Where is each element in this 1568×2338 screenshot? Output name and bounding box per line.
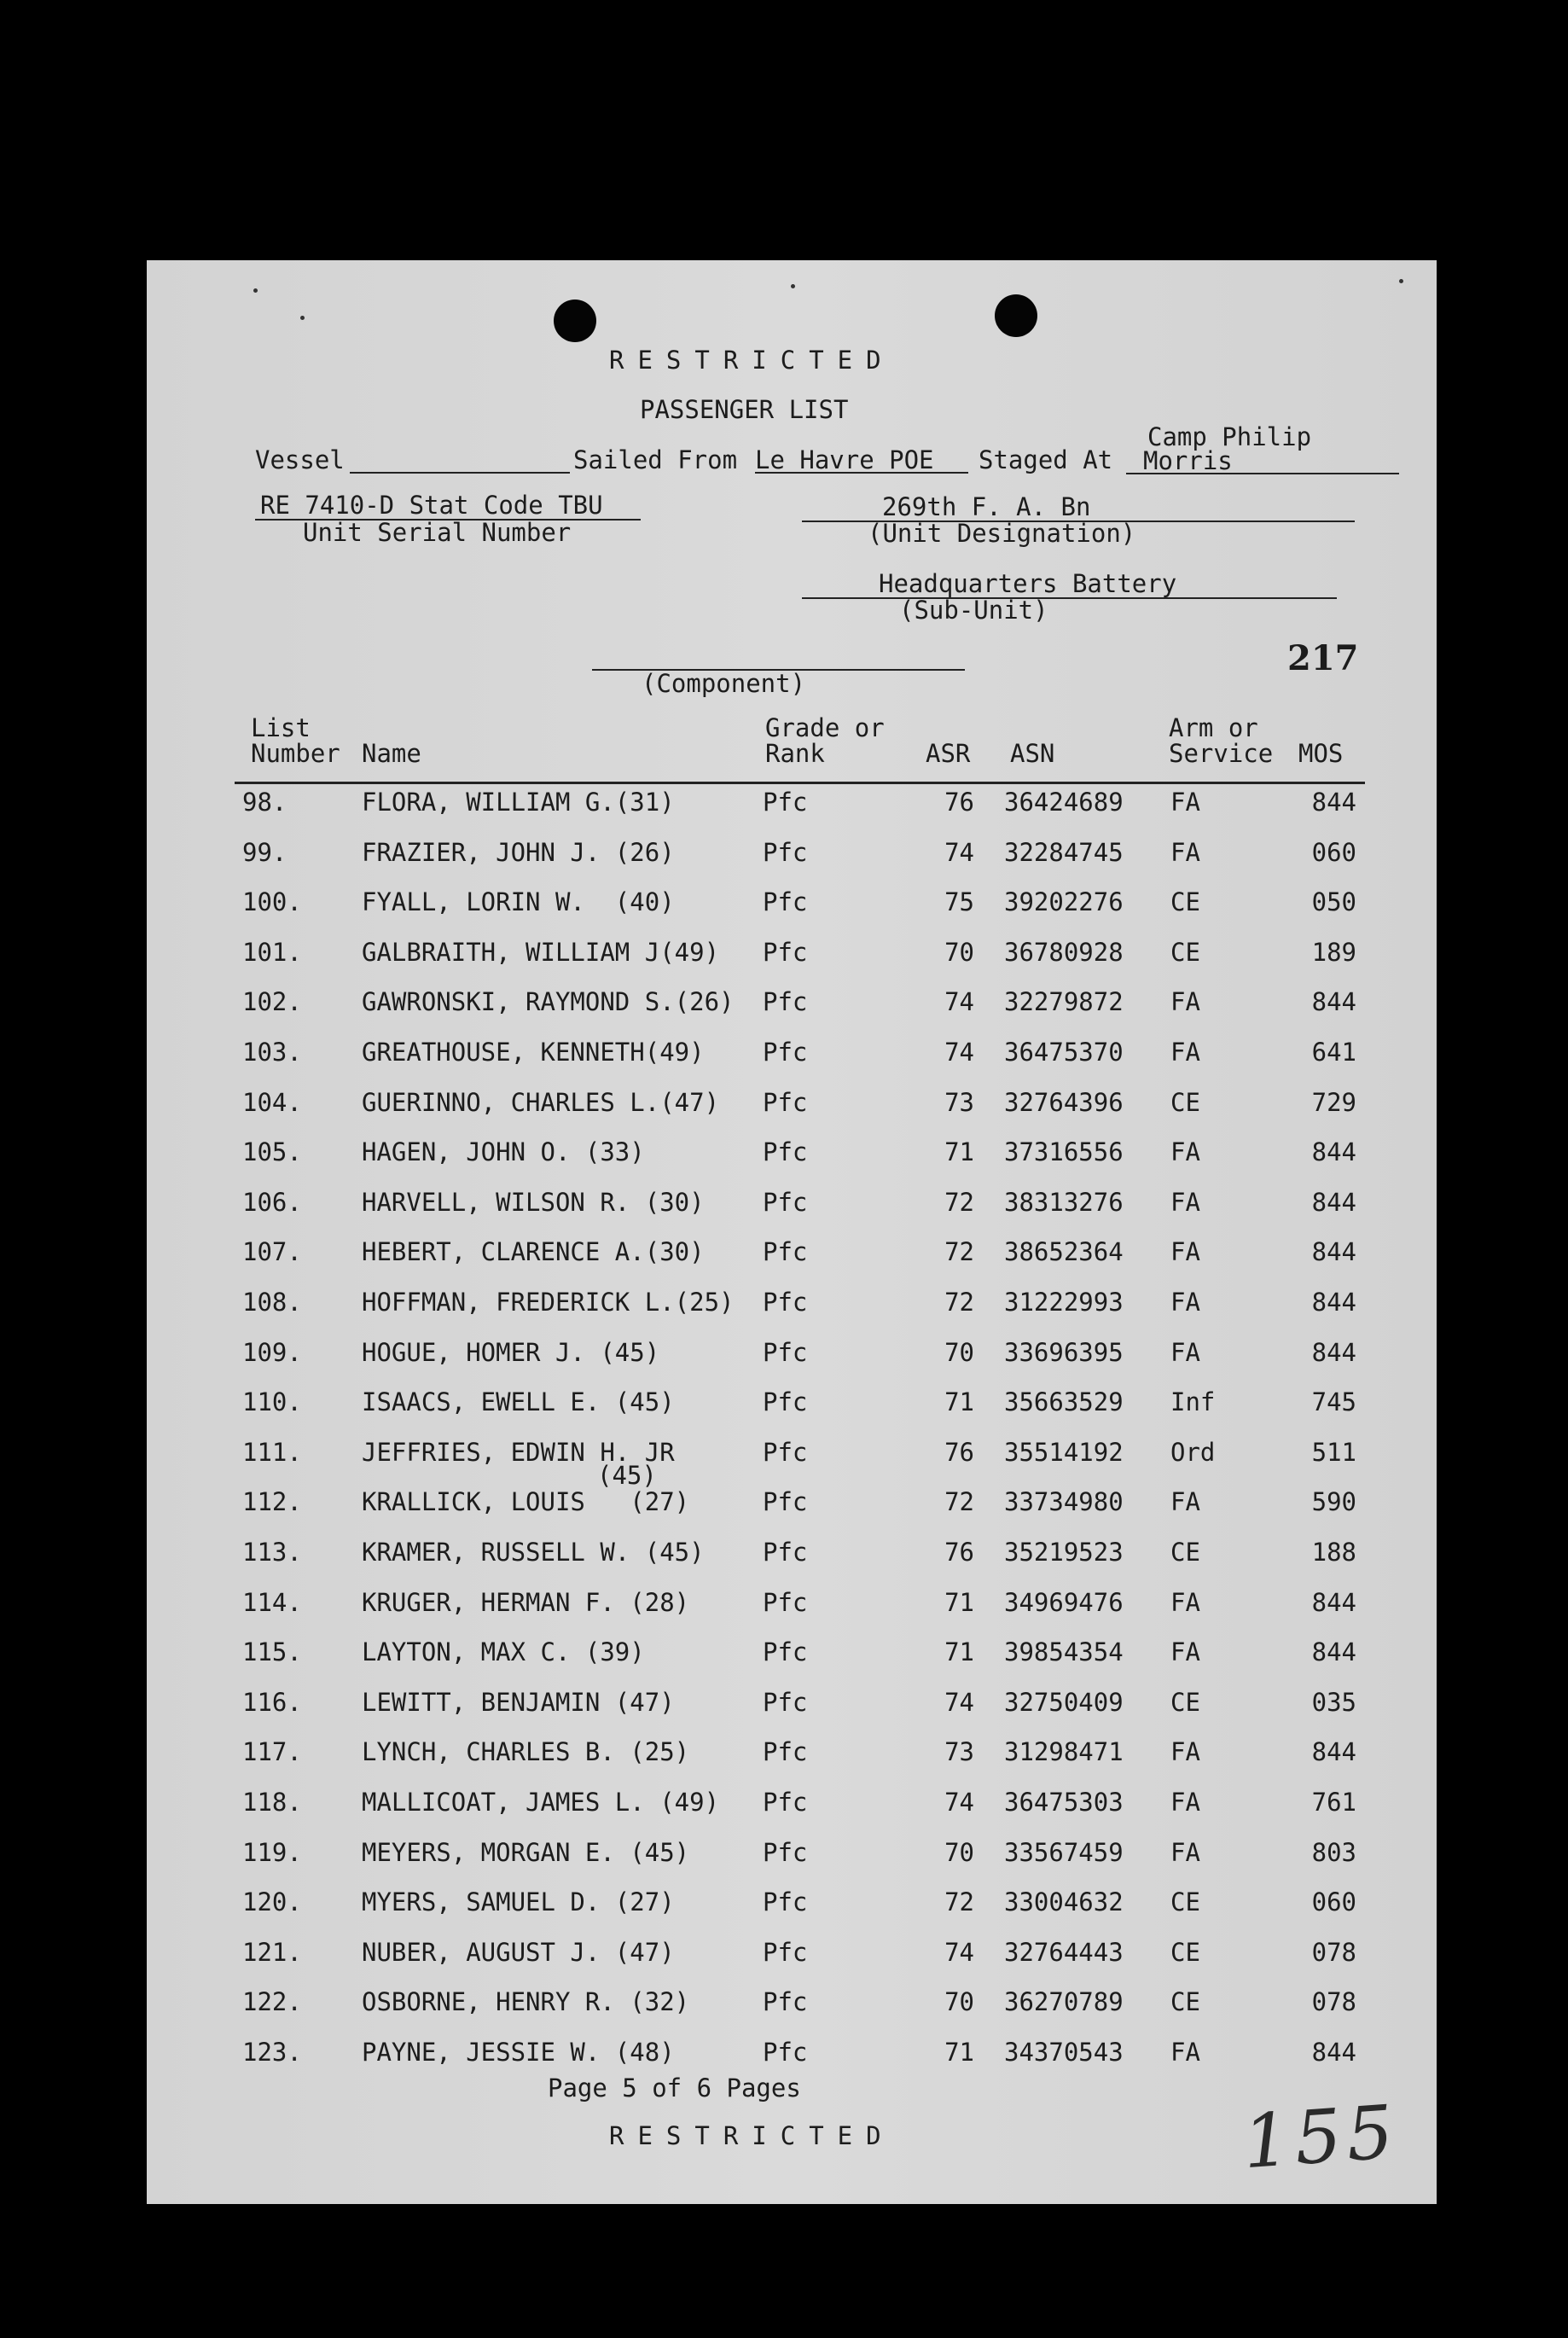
row-grade: Pfc xyxy=(763,937,808,967)
row-name: GUERINNO, CHARLES L.(47) xyxy=(362,1087,720,1117)
row-name: HARVELL, WILSON R. (30) xyxy=(362,1187,705,1217)
col-list-number-1: List xyxy=(251,713,311,742)
row-mos: 844 xyxy=(1311,987,1356,1017)
vessel-label: Vessel xyxy=(255,445,345,474)
row-arm: FA xyxy=(1170,1288,1200,1317)
row-asn: 36424689 xyxy=(1004,788,1124,817)
row-list-number: 122. xyxy=(242,1987,302,2017)
row-asr: 73 xyxy=(944,1737,974,1767)
row-name: GALBRAITH, WILLIAM J(49) xyxy=(362,937,720,967)
row-asr: 72 xyxy=(944,1187,974,1217)
row-list-number: 104. xyxy=(242,1087,302,1117)
staged-at-value-2: Morris xyxy=(1143,446,1233,475)
row-grade: Pfc xyxy=(763,1288,808,1317)
row-list-number: 111. xyxy=(242,1437,302,1467)
row-mos: 590 xyxy=(1311,1487,1356,1517)
row-name: HEBERT, CLARENCE A.(30) xyxy=(362,1237,705,1267)
row-asr: 74 xyxy=(944,1038,974,1067)
row-mos: 844 xyxy=(1311,1237,1356,1267)
unit-designation-value: 269th F. A. Bn xyxy=(882,492,1091,521)
row-asr: 71 xyxy=(944,1387,974,1417)
row-arm: CE xyxy=(1170,937,1200,967)
row-list-number: 120. xyxy=(242,1887,302,1917)
row-arm: FA xyxy=(1170,1788,1200,1817)
staged-at-value-1: Camp Philip xyxy=(1147,422,1312,451)
row-list-number: 117. xyxy=(242,1737,302,1767)
col-asr: ASR xyxy=(926,739,971,768)
sub-unit-label: (Sub-Unit) xyxy=(899,596,1048,625)
row-asr: 74 xyxy=(944,837,974,867)
row-mos: 050 xyxy=(1311,887,1356,917)
row-mos: 078 xyxy=(1311,1937,1356,1967)
row-asn: 37316556 xyxy=(1004,1137,1124,1167)
row-name: HOFFMAN, FREDERICK L.(25) xyxy=(362,1288,735,1317)
row-mos: 844 xyxy=(1311,1337,1356,1367)
row-asn: 39854354 xyxy=(1004,1637,1124,1667)
row-grade: Pfc xyxy=(763,1337,808,1367)
row-mos: 844 xyxy=(1311,1587,1356,1617)
row-name: LEWITT, BENJAMIN (47) xyxy=(362,1687,675,1717)
row-asr: 72 xyxy=(944,1237,974,1267)
restricted-top: RESTRICTED xyxy=(609,346,895,375)
row-mos: 188 xyxy=(1311,1538,1356,1567)
row-asr: 70 xyxy=(944,1837,974,1867)
col-mos: MOS xyxy=(1298,739,1344,768)
sub-unit-line xyxy=(802,597,1337,599)
row-grade: Pfc xyxy=(763,1538,808,1567)
row-arm: FA xyxy=(1170,1737,1200,1767)
row-list-number: 121. xyxy=(242,1937,302,1967)
row-list-number: 103. xyxy=(242,1038,302,1067)
row-asn: 36780928 xyxy=(1004,937,1124,967)
row-mos: 511 xyxy=(1311,1437,1356,1467)
col-asn: ASN xyxy=(1010,739,1055,768)
speck xyxy=(300,316,305,320)
row-asn: 31298471 xyxy=(1004,1737,1124,1767)
row-asr: 70 xyxy=(944,937,974,967)
row-arm: CE xyxy=(1170,1687,1200,1717)
row-name: LAYTON, MAX C. (39) xyxy=(362,1637,645,1667)
row-asr: 74 xyxy=(944,1937,974,1967)
row-name: HAGEN, JOHN O. (33) xyxy=(362,1137,645,1167)
row-arm: FA xyxy=(1170,2038,1200,2067)
row-asr: 73 xyxy=(944,1087,974,1117)
row-name: GAWRONSKI, RAYMOND S.(26) xyxy=(362,987,735,1017)
row-grade: Pfc xyxy=(763,1437,808,1467)
row-asr: 74 xyxy=(944,1788,974,1817)
row-list-number: 123. xyxy=(242,2038,302,2067)
row-asn: 31222993 xyxy=(1004,1288,1124,1317)
row-mos: 060 xyxy=(1311,837,1356,867)
row-list-number: 110. xyxy=(242,1387,302,1417)
row-arm: FA xyxy=(1170,1637,1200,1667)
row-arm: CE xyxy=(1170,1887,1200,1917)
sub-unit-value: Headquarters Battery xyxy=(879,569,1177,598)
staged-at-label: Staged At xyxy=(979,445,1113,474)
row-asr: 72 xyxy=(944,1288,974,1317)
row-list-number: 99. xyxy=(242,837,287,867)
row-arm: FA xyxy=(1170,1337,1200,1367)
row-name: JEFFRIES, EDWIN H. JR xyxy=(362,1437,675,1467)
row-asn: 32764443 xyxy=(1004,1937,1124,1967)
page-info: Page 5 of 6 Pages xyxy=(548,2073,801,2102)
row-asr: 71 xyxy=(944,2038,974,2067)
row-asn: 39202276 xyxy=(1004,887,1124,917)
row-asn: 35219523 xyxy=(1004,1538,1124,1567)
row-list-number: 105. xyxy=(242,1137,302,1167)
row-name: HOGUE, HOMER J. (45) xyxy=(362,1337,660,1367)
row-asn: 33567459 xyxy=(1004,1837,1124,1867)
row-list-number: 118. xyxy=(242,1788,302,1817)
restricted-bottom: RESTRICTED xyxy=(609,2121,895,2150)
row-mos: 641 xyxy=(1311,1038,1356,1067)
row-arm: Ord xyxy=(1170,1437,1216,1467)
row-arm: FA xyxy=(1170,1237,1200,1267)
speck xyxy=(253,288,258,293)
row-grade: Pfc xyxy=(763,1937,808,1967)
row-asr: 71 xyxy=(944,1137,974,1167)
row-name: KRUGER, HERMAN F. (28) xyxy=(362,1587,690,1617)
row-list-number: 106. xyxy=(242,1187,302,1217)
row-grade: Pfc xyxy=(763,1788,808,1817)
row-asn: 32279872 xyxy=(1004,987,1124,1017)
row-arm: FA xyxy=(1170,1587,1200,1617)
handwritten-number: 155 xyxy=(1240,2089,1402,2186)
row-arm: FA xyxy=(1170,788,1200,817)
row-arm: FA xyxy=(1170,837,1200,867)
row-mos: 078 xyxy=(1311,1987,1356,2017)
row-list-number: 109. xyxy=(242,1337,302,1367)
punch-hole-right xyxy=(995,294,1037,337)
row-asn: 38313276 xyxy=(1004,1187,1124,1217)
row-list-number: 107. xyxy=(242,1237,302,1267)
row-asn: 36270789 xyxy=(1004,1987,1124,2017)
unit-designation-label: (Unit Designation) xyxy=(868,519,1136,548)
col-name: Name xyxy=(362,739,421,768)
row-name: MALLICOAT, JAMES L. (49) xyxy=(362,1788,720,1817)
row-grade: Pfc xyxy=(763,1187,808,1217)
passenger-list-title: PASSENGER LIST xyxy=(640,395,849,424)
sailed-from-label: Sailed From xyxy=(573,445,738,474)
row-mos: 844 xyxy=(1311,1137,1356,1167)
row-grade: Pfc xyxy=(763,1687,808,1717)
row-asn: 33734980 xyxy=(1004,1487,1124,1517)
row-arm: FA xyxy=(1170,1187,1200,1217)
row-asn: 36475370 xyxy=(1004,1038,1124,1067)
row-asr: 70 xyxy=(944,1987,974,2017)
row-mos: 844 xyxy=(1311,1637,1356,1667)
row-asr: 72 xyxy=(944,1487,974,1517)
row-mos: 761 xyxy=(1311,1788,1356,1817)
row-name: MEYERS, MORGAN E. (45) xyxy=(362,1837,690,1867)
row-grade: Pfc xyxy=(763,1837,808,1867)
row-list-number: 108. xyxy=(242,1288,302,1317)
row-list-number: 119. xyxy=(242,1837,302,1867)
row-asr: 76 xyxy=(944,788,974,817)
row-grade: Pfc xyxy=(763,788,808,817)
row-grade: Pfc xyxy=(763,1737,808,1767)
row-name: FRAZIER, JOHN J. (26) xyxy=(362,837,675,867)
row-arm: FA xyxy=(1170,987,1200,1017)
sailed-from-line xyxy=(755,472,968,474)
row-name: NUBER, AUGUST J. (47) xyxy=(362,1937,675,1967)
row-asn: 33004632 xyxy=(1004,1887,1124,1917)
vessel-line xyxy=(350,472,570,474)
row-grade: Pfc xyxy=(763,1587,808,1617)
row-mos: 729 xyxy=(1311,1087,1356,1117)
row-asr: 74 xyxy=(944,1687,974,1717)
row-arm: CE xyxy=(1170,1937,1200,1967)
row-list-number: 114. xyxy=(242,1587,302,1617)
row-asr: 71 xyxy=(944,1637,974,1667)
row-mos: 060 xyxy=(1311,1887,1356,1917)
row-list-number: 98. xyxy=(242,788,287,817)
row-mos: 745 xyxy=(1311,1387,1356,1417)
row-arm: FA xyxy=(1170,1837,1200,1867)
row-mos: 803 xyxy=(1311,1837,1356,1867)
row-asn: 35663529 xyxy=(1004,1387,1124,1417)
row-mos: 844 xyxy=(1311,1288,1356,1317)
row-list-number: 100. xyxy=(242,887,302,917)
header-rule xyxy=(235,782,1365,784)
row-asn: 34370543 xyxy=(1004,2038,1124,2067)
row-grade: Pfc xyxy=(763,1237,808,1267)
row-grade: Pfc xyxy=(763,1087,808,1117)
row-list-number: 115. xyxy=(242,1637,302,1667)
row-name: FYALL, LORIN W. (40) xyxy=(362,887,675,917)
row-list-number: 102. xyxy=(242,987,302,1017)
row-arm: Inf xyxy=(1170,1387,1216,1417)
row-asn: 32284745 xyxy=(1004,837,1124,867)
row-list-number: 116. xyxy=(242,1687,302,1717)
col-grade-2: Rank xyxy=(765,739,825,768)
row-list-number: 101. xyxy=(242,937,302,967)
row-arm: CE xyxy=(1170,1987,1200,2017)
punch-hole-left xyxy=(554,300,596,342)
row-arm: FA xyxy=(1170,1487,1200,1517)
row-arm: FA xyxy=(1170,1038,1200,1067)
row-asn: 33696395 xyxy=(1004,1337,1124,1367)
row-name: FLORA, WILLIAM G.(31) xyxy=(362,788,675,817)
row-name-note: (45) xyxy=(597,1460,657,1490)
row-mos: 844 xyxy=(1311,1187,1356,1217)
row-name: LYNCH, CHARLES B. (25) xyxy=(362,1737,690,1767)
row-asn: 32764396 xyxy=(1004,1087,1124,1117)
row-name: KRALLICK, LOUIS (27) xyxy=(362,1487,690,1517)
row-mos: 844 xyxy=(1311,788,1356,817)
speck xyxy=(1399,279,1403,283)
row-grade: Pfc xyxy=(763,1637,808,1667)
row-grade: Pfc xyxy=(763,1387,808,1417)
row-mos: 189 xyxy=(1311,937,1356,967)
row-grade: Pfc xyxy=(763,1487,808,1517)
unit-serial-value: RE 7410-D Stat Code TBU xyxy=(260,491,603,520)
page-number: 217 xyxy=(1287,638,1359,678)
staged-at-line xyxy=(1126,473,1399,474)
row-asr: 75 xyxy=(944,887,974,917)
row-list-number: 112. xyxy=(242,1487,302,1517)
row-asn: 38652364 xyxy=(1004,1237,1124,1267)
row-asr: 72 xyxy=(944,1887,974,1917)
col-grade-1: Grade or xyxy=(765,713,885,742)
col-arm-1: Arm or xyxy=(1169,713,1258,742)
component-label: (Component) xyxy=(642,669,806,698)
row-name: PAYNE, JESSIE W. (48) xyxy=(362,2038,675,2067)
col-arm-2: Service xyxy=(1169,739,1274,768)
row-grade: Pfc xyxy=(763,887,808,917)
row-name: KRAMER, RUSSELL W. (45) xyxy=(362,1538,705,1567)
row-asn: 35514192 xyxy=(1004,1437,1124,1467)
row-grade: Pfc xyxy=(763,1887,808,1917)
row-name: GREATHOUSE, KENNETH(49) xyxy=(362,1038,705,1067)
sailed-from-value: Le Havre POE xyxy=(755,445,934,474)
row-arm: CE xyxy=(1170,887,1200,917)
row-grade: Pfc xyxy=(763,1038,808,1067)
row-grade: Pfc xyxy=(763,2038,808,2067)
row-asr: 76 xyxy=(944,1437,974,1467)
col-list-number-2: Number xyxy=(251,739,340,768)
row-asr: 74 xyxy=(944,987,974,1017)
row-grade: Pfc xyxy=(763,837,808,867)
speck xyxy=(791,284,795,288)
row-name: MYERS, SAMUEL D. (27) xyxy=(362,1887,675,1917)
row-asn: 34969476 xyxy=(1004,1587,1124,1617)
unit-serial-label: Unit Serial Number xyxy=(303,518,572,547)
row-name: OSBORNE, HENRY R. (32) xyxy=(362,1987,690,2017)
row-arm: CE xyxy=(1170,1087,1200,1117)
row-asn: 32750409 xyxy=(1004,1687,1124,1717)
row-arm: FA xyxy=(1170,1137,1200,1167)
row-grade: Pfc xyxy=(763,987,808,1017)
row-asn: 36475303 xyxy=(1004,1788,1124,1817)
row-grade: Pfc xyxy=(763,1987,808,2017)
row-list-number: 113. xyxy=(242,1538,302,1567)
row-asr: 70 xyxy=(944,1337,974,1367)
row-grade: Pfc xyxy=(763,1137,808,1167)
row-mos: 035 xyxy=(1311,1687,1356,1717)
document-page xyxy=(147,260,1437,2204)
row-name: ISAACS, EWELL E. (45) xyxy=(362,1387,675,1417)
row-mos: 844 xyxy=(1311,1737,1356,1767)
row-asr: 71 xyxy=(944,1587,974,1617)
row-mos: 844 xyxy=(1311,2038,1356,2067)
row-asr: 76 xyxy=(944,1538,974,1567)
row-arm: CE xyxy=(1170,1538,1200,1567)
